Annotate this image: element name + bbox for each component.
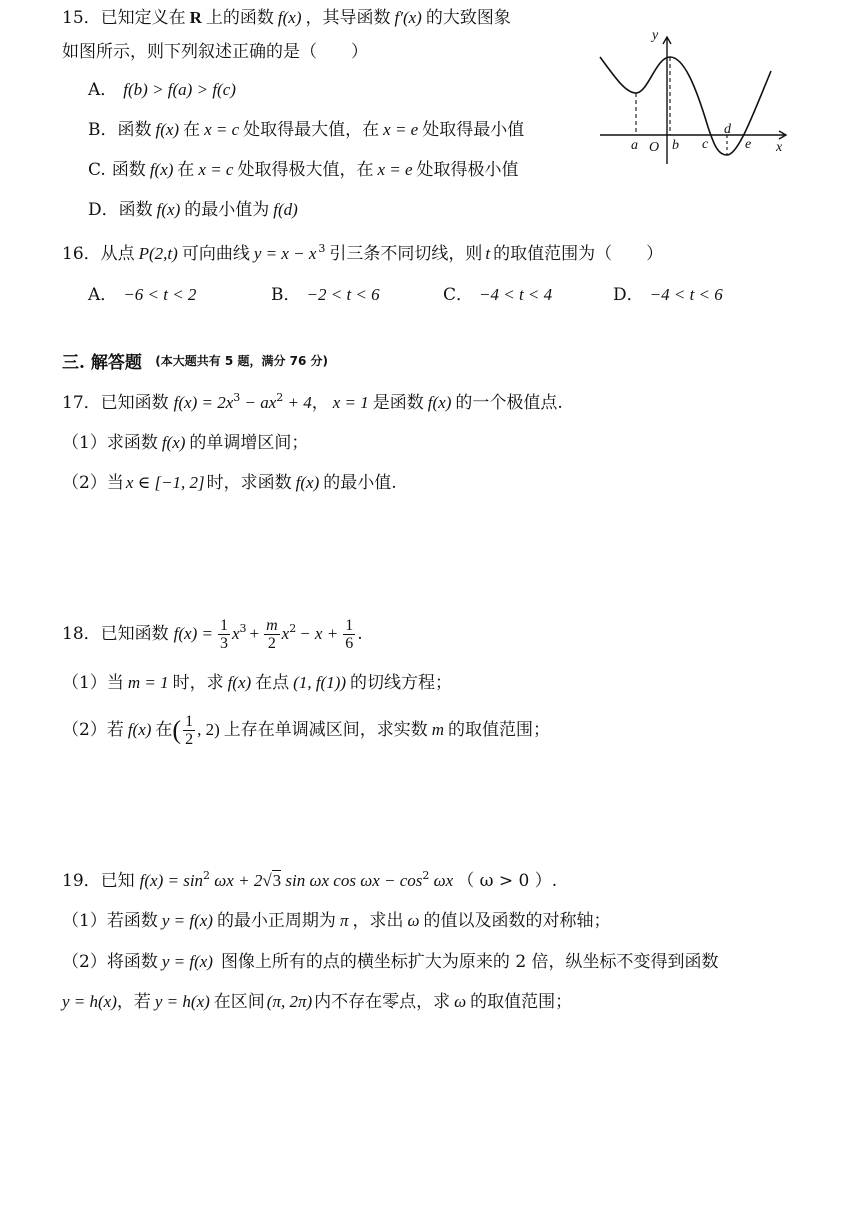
q18-part2: （2）若 f(x) 在( $\frac{1}{2}$ , 2) 上存在单调减区间，求实数 m 的取值范围； <box>62 713 551 748</box>
q17-part2: （2）当 x ∈ [−1, 2] 时，求函数 f(x) 的最小值. <box>62 473 397 493</box>
label-a: a <box>631 138 638 153</box>
q19-part2-cont: y = h(x)，若 y = h(x) 在区间 (π, 2π) 内不存在零点，求 ω 的取值范围； <box>62 992 573 1012</box>
q16-number: 16． <box>62 244 101 264</box>
label-o: O <box>649 140 660 155</box>
q19-number: 19． <box>62 871 101 891</box>
fraction-one-third: $\frac{1}{3}$ <box>219 617 228 652</box>
label-c: c <box>702 137 709 152</box>
fraction-one-half: $\frac{1}{2}$ <box>185 713 194 748</box>
q17-stem: 17．已知函数 $f(x) = 2x^3 - ax^2 + 4$， x = 1 是函数 f(x) 的一个极值点. <box>62 391 563 413</box>
fraction-one-sixth: $\frac{1}{6}$ <box>345 617 354 652</box>
q15-stem-line1: 15．已知定义在 R 上的函数 f(x) ，其导函数 f′(x) 的大致图象 <box>62 8 511 28</box>
fraction-m-half: $\frac{m}{2}$ <box>266 617 278 652</box>
derivative-graph-figure <box>596 27 796 167</box>
label-y: y <box>652 28 659 43</box>
q18-number: 18． <box>62 624 101 644</box>
q17-number: 17． <box>62 393 101 413</box>
q16-option-c[interactable]: C． −4 < t < 4 <box>443 285 553 305</box>
q16-option-d[interactable]: D． −4 < t < 6 <box>613 285 723 305</box>
section-note: (本大题共有 5 题，满分 76 分) <box>155 354 328 368</box>
label-e: e <box>745 137 752 152</box>
q15-number: 15． <box>62 8 101 28</box>
q15-option-d[interactable]: D．函数 f(x) 的最小值为 f(d) <box>88 200 298 220</box>
section-title: 三. 解答题 <box>62 353 142 373</box>
q19-part2: （2）将函数 y = f(x) 图像上所有的点的横坐标扩大为原来的 2 倍，纵坐标不变得到函数 <box>62 952 719 972</box>
q17-part1: （1）求函数 f(x) 的单调增区间； <box>62 433 309 453</box>
q16-option-a[interactable]: A． −6 < t < 2 <box>88 285 197 305</box>
q15-stem-line2: 如图所示，则下列叙述正确的是（ ） <box>62 42 368 62</box>
q18-stem: 18．已知函数 f(x) = $\frac{1}{3}$ $x^3$ + $\frac{m}{2}$ $x^2 - x$ + $\frac{1}{6}$ . <box>62 617 363 652</box>
section-three-header <box>62 349 328 375</box>
q16-stem: 16．从点 P(2,t) 可向曲线 y = x − x $^3$ 引三条不同切线，则 t 的取值范围为（ ） <box>62 242 664 264</box>
q18-part1: （1）当 m = 1 时，求 f(x) 在点 (1, f(1)) 的切线方程； <box>62 673 453 693</box>
q15-option-a[interactable]: A． f(b) > f(a) > f(c) <box>88 80 236 100</box>
label-b: b <box>672 138 679 153</box>
label-d: d <box>724 122 731 137</box>
q15-option-b[interactable]: B．函数 f(x) 在 x = c 处取得最大值，在 x = e 处取得最小值 <box>88 120 525 140</box>
label-x: x <box>776 140 783 155</box>
q19-stem: 19．已知 $f(x) = \sin^2 \omega x + 2√3$ sin ωx $\cos \omega x - \cos^2 \omega x$ （ ω > 0 ）. <box>62 869 558 891</box>
q15-option-c[interactable]: C. 函数 f(x) 在 x = c 处取得极大值，在 x = e 处取得极小值 <box>88 160 519 180</box>
q19-part1: （1）若函数 y = f(x) 的最小正周期为 π ，求出 ω 的值以及函数的对称轴； <box>62 911 611 931</box>
q16-option-b[interactable]: B． −2 < t < 6 <box>271 285 380 305</box>
